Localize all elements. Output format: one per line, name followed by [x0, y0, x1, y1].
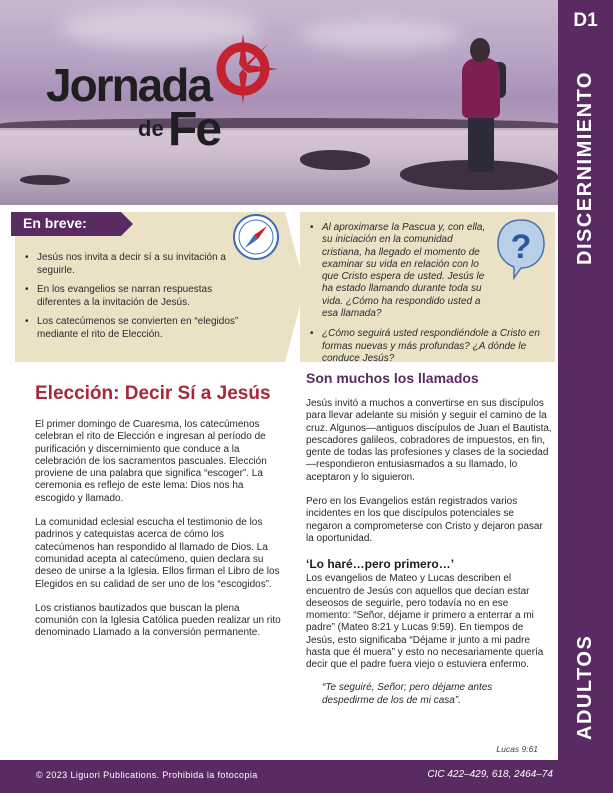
- hiker-legs: [468, 112, 494, 172]
- brief-box: [15, 212, 285, 362]
- hiker-figure: [462, 58, 500, 118]
- paragraph: Los evangelios de Mateo y Lucas describen el encuentro de Jesús con aquellos que decían estar deseosos de seguirle, pero todavía no en ese momento: “Señor, déjame ir primero a enterrar a mi padre” (Mateo 8:21 y Lucas 9:59). En tiempos de Jesús, esto significaba “Déjame ir junto a mi padre hasta que él muera” y esto no necesariamente quería decir que el padre fuera viejo o estuviera enfermo.: [306, 573, 544, 671]
- brief-list: [25, 252, 240, 348]
- footer: [0, 760, 613, 793]
- left-column: [35, 383, 285, 652]
- logo-word-de: de: [138, 116, 164, 141]
- audience-label: ADULTOS: [574, 634, 596, 740]
- article-title: Elección: Decir Sí a Jesús: [35, 383, 271, 404]
- compass-logo-icon: [208, 34, 278, 104]
- side-band: [558, 0, 613, 760]
- brief-item: • En los evangelios se narran respuestas diferentes a la invitación de Jesús.: [25, 284, 240, 309]
- copyright: © 2023 Liguori Publications. Prohibida la fotocopia: [36, 770, 258, 780]
- catechism-reference: CIC 422–429, 618, 2464–74: [427, 769, 553, 780]
- paragraph: Pero en los Evangelios están registrados varios incidentes en los que discípulos potenciales se negaron a comprometerse con Cristo y dejaron pasar la oportunidad.: [306, 496, 543, 544]
- paragraph: El primer domingo de Cuaresma, los catecúmenos celebran el rito de Elección e ingresan al período de purificación y discernimiento que conduce a la celebración de los sacramentos pascuales. Elección proviene de una palabra que significa “escoger”. La ceremonia es reflejo de este lema: Dios nos ha escogido y llamado.: [35, 419, 267, 504]
- paragraph: La comunidad eclesial escucha el testimonio de los padrinos y catequistas acerca de cómo los catecúmenos han respondido al llamado de Dios. La comunidad acepta al catecúmeno, quien declara su deseo de unirse a la Iglesia. Ellos firman el Libro de los Elegidos en su calidad de ser uno de los “escogidos”.: [35, 517, 280, 590]
- lesson-code: D1: [573, 10, 598, 31]
- brief-item: • Jesús nos invita a decir sí a su invitación a seguirle.: [25, 252, 240, 277]
- jornada-de-fe-logo: [40, 30, 280, 160]
- brief-tab: En breve:: [11, 212, 121, 236]
- section-heading: Son muchos los llamados: [306, 370, 479, 386]
- questions-list: [310, 222, 542, 373]
- section-label: DISCERNIMIENTO: [574, 71, 596, 265]
- logo-word-jornada: Jornada: [46, 59, 211, 111]
- hero-photo: [0, 0, 558, 205]
- logo-word-fe: Fe: [168, 103, 221, 156]
- questions-box: [300, 212, 555, 362]
- svg-text:?: ?: [510, 228, 532, 266]
- brief-item: • Los catecúmenos se convierten en “elegidos” mediante el rito de Elección.: [25, 316, 240, 341]
- right-column: [306, 370, 552, 684]
- hiker-head: [470, 38, 490, 62]
- paragraph: Jesús invitó a muchos a convertirse en sus discípulos para llevar adelante su misión y seguir el camino de la cruz. Algunos—antiguos discípulos de Juan el Bautista, pescadores galileos, cobradores de impuestos, en fin, gente de todas las profesiones y clases de la sociedad—respondieron entusiasmados a su llamado, lo aceptaron y lo siguieron.: [306, 398, 552, 483]
- subheading: ‘Lo haré…pero primero…’: [306, 557, 455, 572]
- scripture-quote: “Te seguiré, Señor; pero déjame antes despedirme de los de mi casa”.: [322, 682, 493, 706]
- quote-source: Lucas 9:61: [496, 744, 538, 754]
- paragraph: Los cristianos bautizados que buscan la plena comunión con la Iglesia Católica pueden realizar un rito denominado Llamado a la conversión permanente.: [35, 602, 281, 639]
- question-item: • Al aproximarse la Pascua y, con ella, su iniciación en la comunidad cristiana, ha llegado el momento de examinar su vida en relación con lo que Cristo espera de usted. Jesús le ha estado llamando durante toda su vida. ¿Cómo ha respondido usted a esa llamada?: [310, 222, 495, 320]
- question-item: • ¿Cómo seguirá usted respondiéndole a Cristo en formas nuevas y más profundas? ¿A dónde le conduce Jesús?: [310, 328, 542, 365]
